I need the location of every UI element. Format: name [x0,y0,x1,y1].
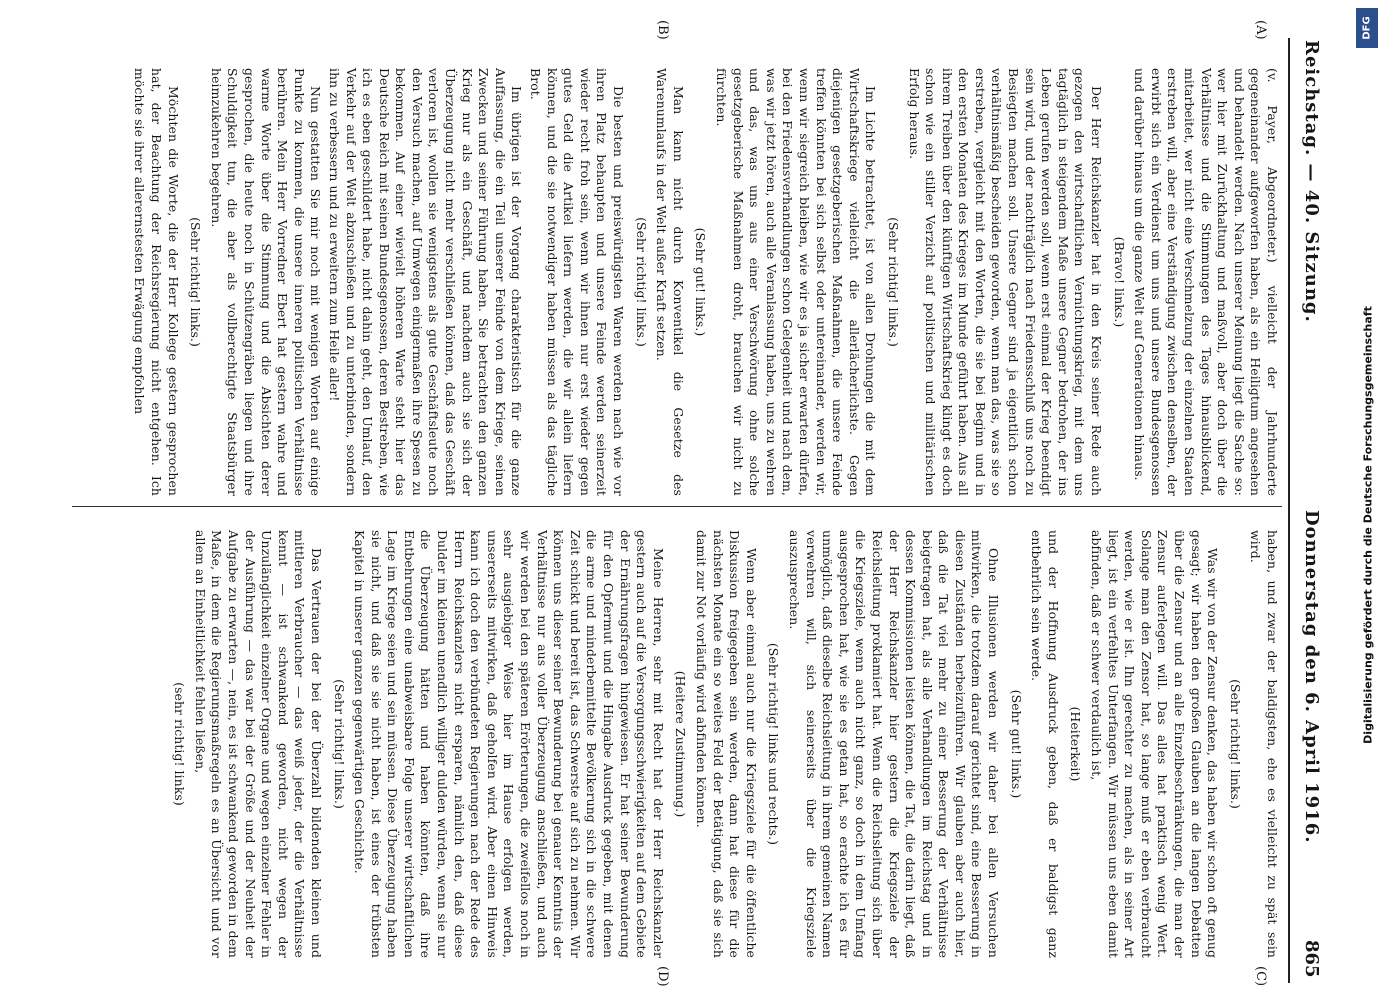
paragraph: (v. Payer, Abgeordneter.) vielleicht der Jahrhunderte gegeneinander aufgeworfen haben, als ein Heiligtum angesehen und behandelt werden. Nach unserer Meinung liegt die Sache so: wer hier mit Zurückhaltung und maßvoll, aber doch über die Verhältnisse und die Stimmungen des Tages hinausblickend, mitarbeitet, wer nicht eine Verschmelzung der einzelnen Staaten erstreben will, aber eine Verständigung zwischen denselben, der erwirbt sich ein Verdienst um uns und unsere Bundesgenossen und darüber hinaus um die ganze Welt auf Generationen hinaus. [1132,68,1280,496]
header-date: Donnerstag den 6. April 1916. [1301,510,1322,844]
paragraph: Im Lichte betrachtet, ist von allen Drohungen die mit dem Wirtschaftskriege vielleicht die allerlächerlichste. Gegen diejenigen gesetzgeberischen Maßnahmen, die unsere Feinde treffen könnten bei sich selbst oder untereinander, werden wir, wenn wir siegreich bleiben, wie wir es ja sicher erwarten dürfen, bei den Friedensverhandlungen schon Gelegenheit und nach dem, was wir jetzt hören, auch alle Veranlassung haben, uns zu wehren und das, was uns aus einer Verschwörung ohne solche gesetzgeberische Maßnahmen droht, brauchen wir nicht zu fürchten. [714,68,879,496]
rotated-page [50,18,1330,998]
right-column [165,530,1280,958]
paragraph: Meine Herren, sehr mit Recht hat der Herr Reichskanzler gestern auch auf die Versorgungsschwierigkeiten auf dem Gebiete der Ernährungsfragen hingewiesen. Er hat seiner Bewunderung für den Opfermut und die Hingabe Ausdruck gegeben, mit denen die arme und minderbemittelte Bevölkerung sich in die schwere Zeit schickt und bereit ist, das Schwerste auf sich zu nehmen. Wir können uns dieser seiner Bewunderung bei genauer Kenntnis der Verhältnisse nur aus voller Überzeugung anschließen, und auch wir werden bei den späteren Erörterungen, die zweifellos noch in sehr ausgiebiger Weise hier im Hause erfolgen werden, unsererseits mitwirken, daß geholfen wird. Aber einen Hinweis kann ich doch den verbündeten Regierungen nach der Rede des Herrn Reichskanzlers nicht ersparen, nämlich den, daß diese Dulder im kleinen unendlich williger dulden würden, wenn sie nur die Überzeugung hätten und haben könnten, daß ihre Entbehrungen eine unabweisbare Folge unserer wirtschaftlichen Lage im Kriege seien und sein müssen. Diese Überzeugung haben sie nicht, und daß sie sie nicht haben, ist eines der trübsten Kapitel in unserer ganzen gegenwärtigen Geschichte. [352,530,666,958]
header-rule [1288,38,1290,983]
interjection: (Sehr richtig! links.) [885,217,901,347]
page-number: 865 [1301,940,1322,978]
interjection: (Sehr richtig! links.) [1227,679,1243,809]
interjection: (Heitere Zustimmung.) [673,670,689,818]
left-column [129,68,1280,496]
interjection: (Sehr richtig! links und rechts.) [766,642,782,846]
paragraph: Was wir von der Zensur denken, das haben wir schon oft genug gesagt; wir haben den großen Glauben an die langen Debatten über die Zensur und an alle Einzelbeschränkungen, die man der Zensur auferlegen will. Das alles hat praktisch wenig Wert. Solange man den Zensor hat, so lange muß er eben verbraucht werden, wie er ist. Ihn gerechter zu machen, als in seiner Art liegt, ist ein verfehltes Unterfangen. Wir müssen uns eben damit abfinden, daß er schwer verdaulich ist, [1089,530,1221,958]
dfg-logo-text: DFG [1361,16,1373,40]
header-left: Reichstag. — 40. Sitzung. [1301,40,1322,323]
interjection: (Sehr gut! links.) [693,227,709,337]
paragraph: Der Herr Reichskanzler hat in den Kreis seiner Rede auch gezogen den wirtschaftlichen Vernichtungskrieg, mit dem uns tagtäglich in steigendem Maße unsere Gegner bedrohen, der ins Leben gerufen werden soll, wenn erst einmal der Krieg beendigt sein wird, und der nachträglich nach Friedensschluß uns noch zu Besiegten machen soll. Unsere Gegner sind ja eigentlich schon verhältnismäßig bescheiden geworden, wenn man das, was sie so erstreben, vergleicht mit den Worten, die sie bei Beginn und in den ersten Monaten des Krieges im Munde geführt haben. Aus all ihrem Treiben über den künftigen Wirtschaftskrieg klingt es doch schon wie ein stiller Verzicht auf politischen und militärischen Erfolg heraus. [906,68,1105,496]
digitization-credit-text: Digitalisierung gefördert durch die Deutsche Forschungsgemeinschaft [1361,306,1375,744]
paragraph: haben, und zwar der baldigsten, ehe es vielleicht zu spät sein wird. [1248,530,1280,958]
paragraph: Wenn aber einmal auch nur die Kriegsziele für die öffentliche Diskussion freigegeben sein werden, dann hat diese für die nächsten Monate ein so weites Feld der Betätigung, daß sie sich damit zur Not vorläufig wird abfinden können. [694,530,759,958]
margin-letter-a: (A) [1253,20,1268,40]
paragraph: Die besten und preiswürdigsten Waren werden nach wie vor ihren Platz behaupten und unsere Feinde werden seinerzeit wieder recht froh sein, wenn wir ihnen nur erst wieder gegen gutes Geld die Artikel liefern werden, die wir allein liefern können, und die sie notwendiger haben müssen als das tägliche Brot. [528,68,627,496]
interjection: (Heiterkeit) [1068,706,1084,782]
interjection: (Sehr richtig! links.) [633,217,649,347]
page-header [1296,40,1330,980]
paragraph: Im übrigen ist der Vorgang charakteristisch für die ganze Auffassung, die ein Teil unserer Feinde von dem Kriege, seinen Zwecken und seiner Führung haben. Sie betrachten den ganzen Krieg nur als ein Geschäft, und nachdem auch sie sich der Überzeugung nicht mehr verschließen können, daß das Geschäft verloren ist, wollen sie wenigstens als gute Geschäftsleute noch den Versuch machen, auf Umwegen einigermaßen ihre Spesen zu bekommen. Auf einer wievielt höheren Warte steht hier das Deutsche Reich mit seinen Bundesgenossen, deren Bestreben, wie ich es eben geschildert habe, nicht dahin geht, den Umlauf, den Verkehr auf der Welt abzuschießen und zu unterbinden, sondern ihn zu verbessern und zu erweitern zum Heile aller! [326,68,525,496]
margin-letter-c: (C) [1253,966,1268,987]
interjection: (sehr richtig! links) [172,682,188,806]
dfg-logo [1356,8,1378,48]
interjection: (Sehr richtig! links.) [331,679,347,809]
column-divider [72,506,1282,507]
paragraph: Nun gestatten Sie mir noch mit wenigen Worten auf einige Punkte zu kommen, die unsere inneren politischen Verhältnisse berühren. Mein Herr Vorredner Ebert hat gestern wahre und warme Worte über die Stimmung und die Absichten derer gesprochen, die heute noch in Schützengräben liegen und ihre Schuldigkeit tun, die aber als vollberechtigte Staatsbürger heimzukehren begehren. [208,68,324,496]
paragraph: und der Hoffnung Ausdruck geben, daß er baldigst ganz entbehrlich sein werde. [1029,530,1061,958]
paragraph: Das Vertrauen der bei der Überzahl bildenden kleinen und mittleren Verbraucher — das weiß jeder, der die Verhältnisse kennt — ist schwankend geworden, nicht wegen der Unzulänglichkeit einzelner Organe und wegen einzelner Fehler in der Ausführung — das war bei der Größe und der Neuheit der Aufgabe zu erwarten —, nein, es ist schwankend geworden in dem Maße, in dem die Regierungsmaßregeln es an Übersicht und vor allem an Einheitlichkeit fehlen ließen, [192,530,324,958]
paragraph: Ohne Illusionen werden wir daher bei allen Versuchen mitwirken, die trotzdem darauf gerichtet sind, eine Besserung in diesen Zuständen herbeizuführen. Wir glauben aber auch hier, daß die Tat viel mehr zu einer Besserung der Verhältnisse beigetragen hat, als alle Verhandlungen im Reichstag und in dessen Kommissionen leisten können, die Tat, die darin liegt, daß der Herr Reichskanzler hier gestern die Kriegsziele der Reichsleitung proklamiert hat. Wenn die Reichsleitung sich über die Kriegsziele, wenn auch nicht ganz, so doch in dem Umfang ausgesprochen hat, wie sie es getan hat, so erachte ich es für unmöglich, daß dieselbe Reichsleitung in ihrem gemeinen Namen verwehren will, sich seinerseits über die Kriegsziele auszusprechen. [786,530,1002,958]
paragraph: Möchten die Worte, die der Herr Kollege gestern gesprochen hat, der Beachtung der Reichsregierung nicht entgehen. Ich möchte sie ihrer allerernstesten Erwägung empfohlen [132,68,181,496]
paragraph: Man kann nicht durch Konventikel die Gesetze des Warenumlaufs in der Welt außer Kraft setzen. [654,68,686,496]
interjection: (Sehr richtig! links.) [188,217,204,347]
digitization-credit [1360,60,1376,990]
margin-letter-d: (D) [655,966,670,987]
margin-letter-b: (B) [655,20,670,40]
interjection: (Sehr gut! links.) [1008,689,1024,799]
interjection: (Bravo! links.) [1111,236,1127,328]
